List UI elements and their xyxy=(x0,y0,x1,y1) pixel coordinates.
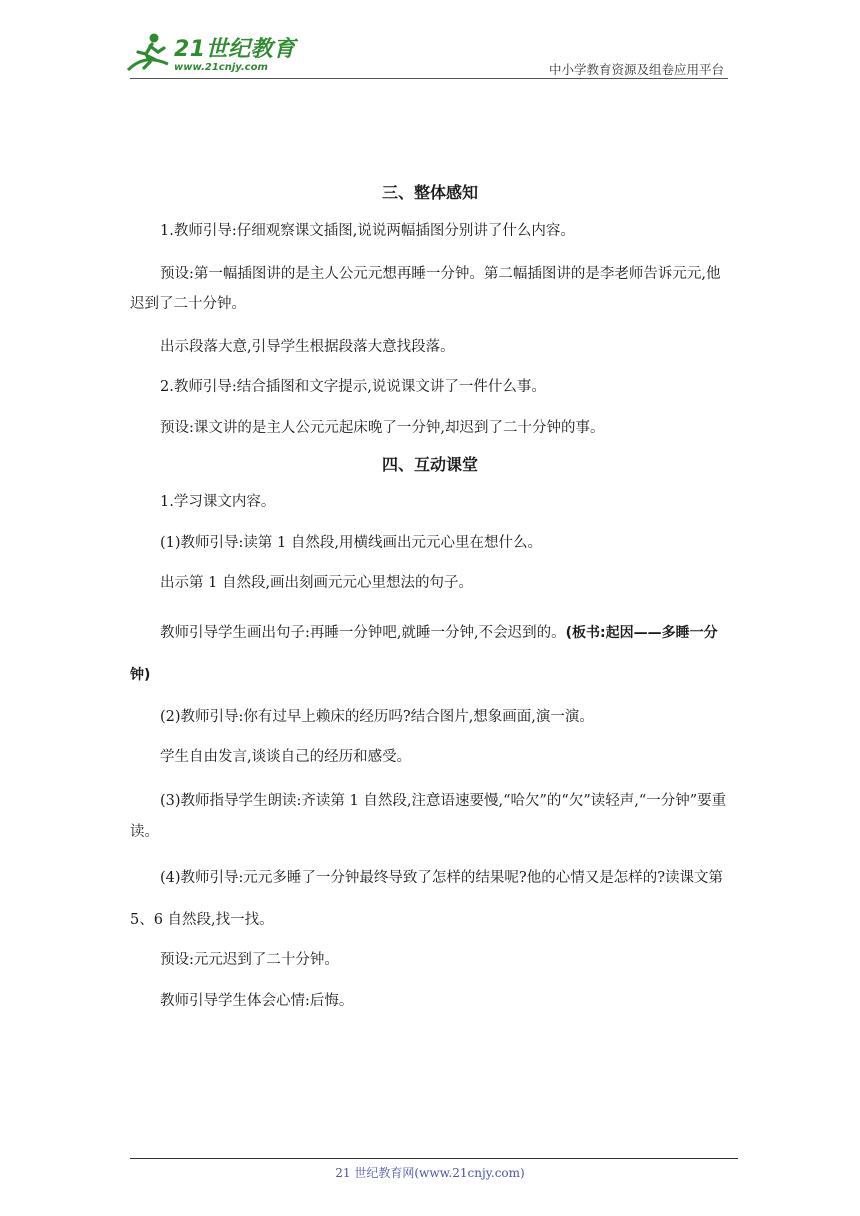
site-logo[interactable] xyxy=(124,30,294,78)
page-footer[interactable]: 21 世纪教育网(www.21cnjy.com) xyxy=(335,1166,525,1180)
paragraph: 1.学习课文内容。 xyxy=(160,494,276,511)
page-header xyxy=(0,0,860,90)
logo-url: www.21cnjy.com xyxy=(174,62,268,73)
runner-logo-icon xyxy=(124,30,174,78)
paragraph: 出示第 1 自然段,画出刻画元元心里想法的句子。 xyxy=(160,574,474,591)
paragraph: (3)教师指导学生朗读:齐读第 1 自然段,注意语速要慢,“哈欠”的“欠”读轻声,“一分钟”要重读。 xyxy=(130,793,727,840)
paragraph: 预设:课文讲的是主人公元元起床晚了一分钟,却迟到了二十分钟的事。 xyxy=(160,419,605,436)
paragraph xyxy=(130,612,730,696)
board-note: (板书:起因——多睡一分钟) xyxy=(130,624,718,683)
paragraph: 教师引导学生体会心情:后悔。 xyxy=(160,992,354,1009)
logo-text: 21世纪教育 xyxy=(174,37,296,62)
header-divider xyxy=(130,78,728,79)
paragraph-text: 教师引导学生画出句子:再睡一分钟吧,就睡一分钟,不会迟到的。 xyxy=(160,624,566,641)
header-platform-text: 中小学教育资源及组卷应用平台 xyxy=(548,62,724,77)
paragraph: 预设:元元迟到了二十分钟。 xyxy=(160,952,339,969)
paragraph: 1.教师引导:仔细观察课文插图,说说两幅插图分别讲了什么内容。 xyxy=(160,222,575,239)
paragraph: (1)教师引导:读第 1 自然段,用横线画出元元心里在想什么。 xyxy=(160,534,542,551)
paragraph: (4)教师引导:元元多睡了一分钟最终导致了怎样的结果呢?他的心情又是怎样的?读课文第 5、6 自然段,找一找。 xyxy=(130,870,723,929)
paragraph: 学生自由发言,谈谈自己的经历和感受。 xyxy=(160,749,412,766)
paragraph: 出示段落大意,引导学生根据段落大意找段落。 xyxy=(160,339,455,356)
paragraph: 2.教师引导:结合插图和文字提示,说说课文讲了一件什么事。 xyxy=(160,379,546,396)
document-body xyxy=(130,180,730,1030)
section-title-interactive: 四、互动课堂 xyxy=(381,454,478,474)
section-title-overall: 三、整体感知 xyxy=(381,183,478,202)
paragraph: (2)教师引导:你有过早上赖床的经历吗?结合图片,想象画面,演一演。 xyxy=(160,709,594,726)
paragraph: 预设:第一幅插图讲的是主人公元元想再睡一分钟。第二幅插图讲的是李老师告诉元元,他迟到了二十分钟。 xyxy=(130,265,721,312)
footer-divider xyxy=(130,1158,738,1159)
